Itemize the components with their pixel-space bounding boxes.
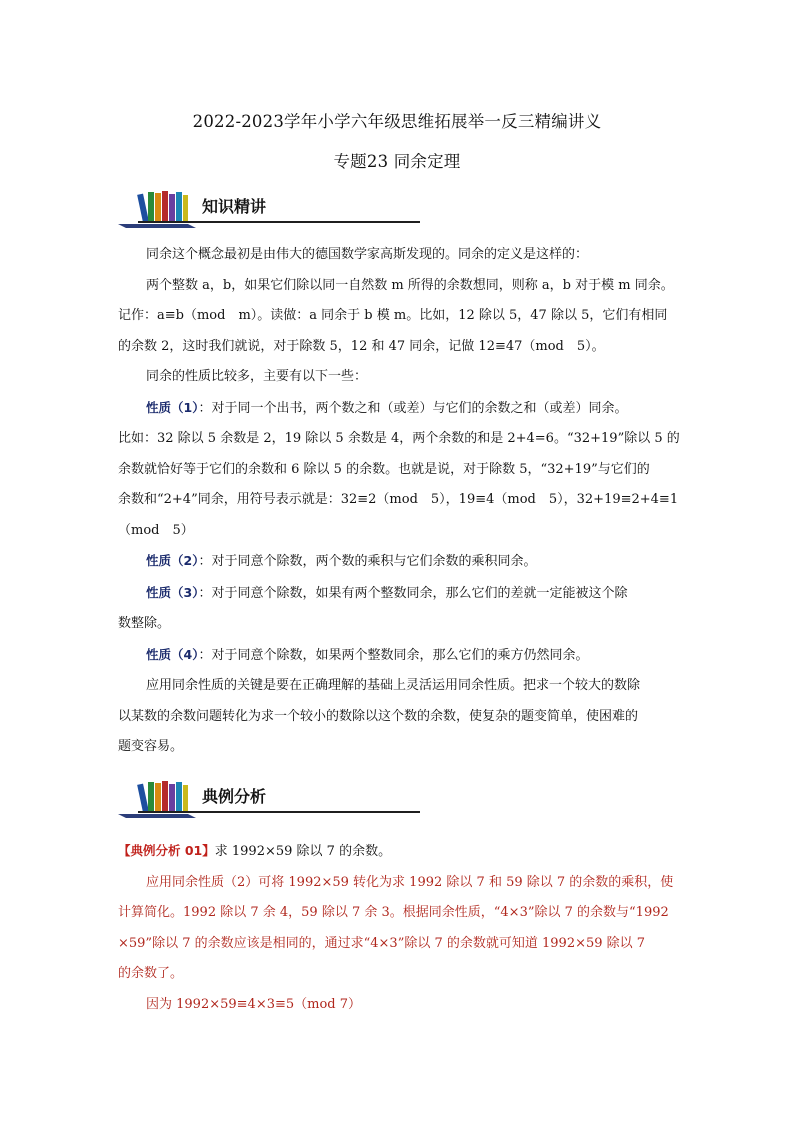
property-1-line-5: （mod 5） <box>118 522 194 538</box>
document-title: 2022-2023学年小学六年级思维拓展举一反三精编讲义 <box>192 112 602 131</box>
section-divider <box>138 221 420 223</box>
property-4-label: 性质（4） <box>146 646 199 662</box>
properties-intro: 同余的性质比较多，主要有以下一些： <box>146 369 368 384</box>
example-question: 【典例分析 01】求 1992×59 除以 7 的余数。 <box>118 843 392 859</box>
property-1-line-3: 余数就恰好等于它们的余数和 6 除以 5 的余数。也就是说，对于除数 5，“32+19”与它们的 <box>118 461 650 477</box>
section-header-knowledge <box>118 188 318 232</box>
books-icon <box>118 188 198 232</box>
section-divider <box>138 811 420 813</box>
example-body <box>118 836 678 1020</box>
definition-line-1: 两个整数 a，b，如果它们除以同一自然数 m 所得的余数想同，则称 a，b 对于模 m 同余。 <box>146 277 674 293</box>
section-title-examples: 典例分析 <box>202 787 267 806</box>
application-line-2: 以某数的余数问题转化为求一个较小的数除以这个数的余数，使复杂的题变简单，使困难的 <box>118 708 639 724</box>
example-analysis-line-4: 的余数了。 <box>118 966 184 981</box>
application-line-3: 题变容易。 <box>118 739 184 754</box>
property-4: 性质（4）：对于同意个除数，如果两个整数同余，那么它们的乘方仍然同余。 <box>146 646 589 663</box>
property-3-line-2: 数整除。 <box>118 616 171 631</box>
example-analysis-line-3: ×59”除以 7 的余数应该是相同的，通过求“4×3”除以 7 的余数就可知道 1992×59 除以 7 <box>118 935 646 951</box>
example-label: 【典例分析 01】 <box>118 843 215 858</box>
property-1-line-4: 余数和“2+4”同余，用符号表示就是：32≡2（mod 5），19≡4（mod 5），32+19≡2+4≡1 <box>118 492 679 507</box>
property-3-line-1: 性质（3）：对于同意个除数，如果有两个整数同余，那么它们的差就一定能被这个除 <box>146 584 628 601</box>
example-analysis-line-1: 应用同余性质（2）可将 1992×59 转化为求 1992 除以 7 和 59 除以 7 的余数的乘积，使 <box>146 874 674 890</box>
property-2: 性质（2）：对于同意个除数，两个数的乘积与它们余数的乘积同余。 <box>146 553 537 569</box>
definition-line-2: 记作：a≡b（mod m）。读做：a 同余于 b 模 m。比如，12 除以 5，47 除以 5，它们有相同 <box>118 308 668 323</box>
example-analysis-line-5: 因为 1992×59≡4×3≡5（mod 7） <box>146 996 362 1012</box>
property-1-line-2: 比如：32 除以 5 余数是 2，19 除以 5 余数是 4，两个余数的和是 2+4=6。“32+19”除以 5 的 <box>118 431 680 446</box>
application-line-1: 应用同余性质的关键是要在正确理解的基础上灵活运用同余性质。把求一个较大的数除 <box>146 678 641 693</box>
property-3-label: 性质（3） <box>146 584 199 600</box>
definition-line-3: 的余数 2，这时我们就说，对于除数 5，12 和 47 同余，记做 12≡47（mod 5）。 <box>118 338 605 354</box>
property-1-line-1: 性质（1）：对于同一个出书，两个数之和（或差）与它们的余数之和（或差）同余。 <box>146 399 628 416</box>
knowledge-body <box>118 240 678 763</box>
section-title-knowledge: 知识精讲 <box>202 197 267 216</box>
section-header-examples <box>118 778 318 822</box>
property-1-label: 性质（1） <box>146 399 199 415</box>
books-icon <box>118 778 198 822</box>
example-analysis-line-2: 计算简化。1992 除以 7 余 4，59 除以 7 余 3。根据同余性质，“4×3”除以 7 的余数与“1992 <box>118 905 669 920</box>
document-subtitle: 专题23 同余定理 <box>333 152 461 171</box>
paragraph-intro: 同余这个概念最初是由伟大的德国数学家高斯发现的。同余的定义是这样的： <box>146 247 589 262</box>
property-2-label: 性质（2） <box>146 553 199 568</box>
